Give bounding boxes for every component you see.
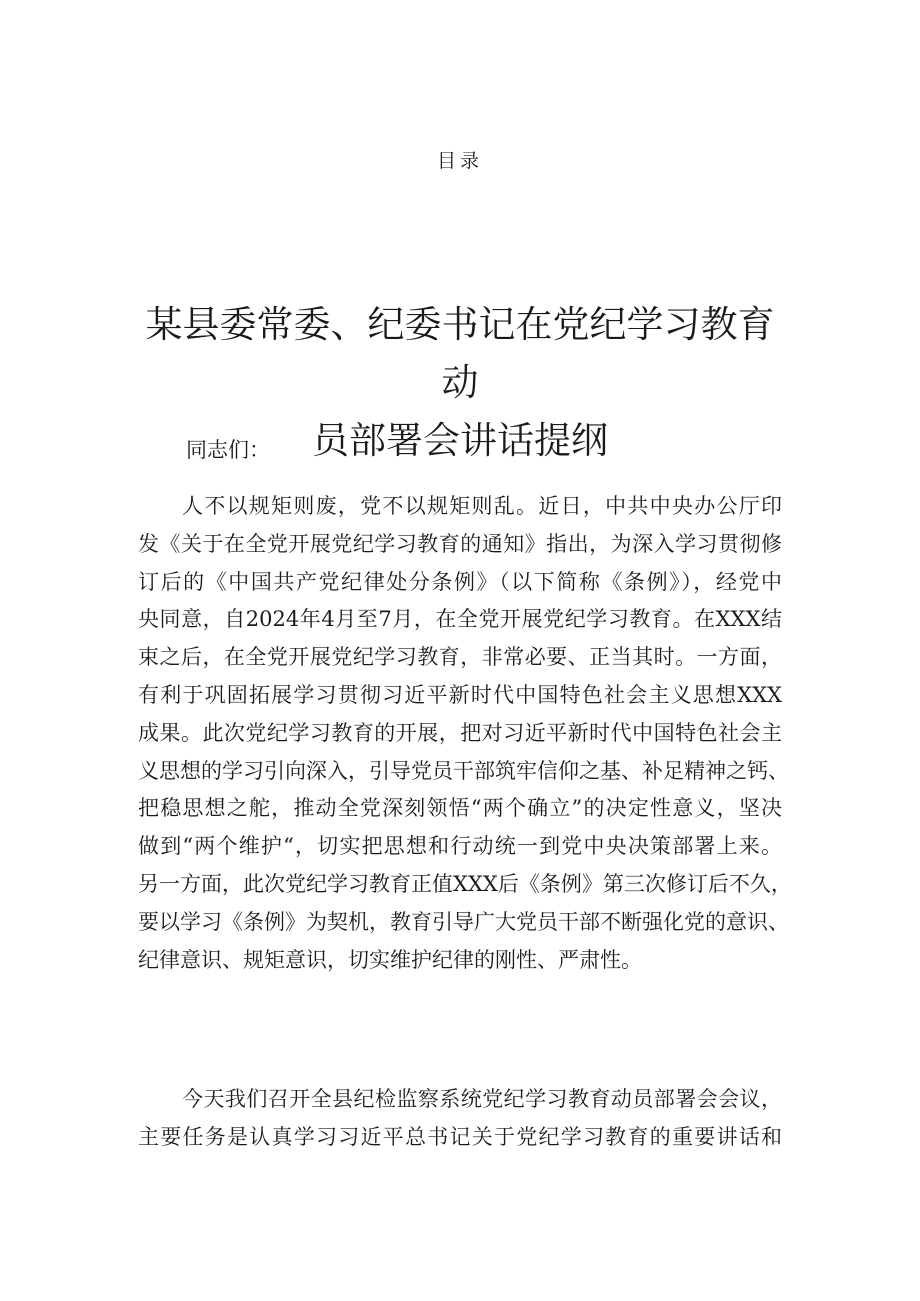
- paragraph-line: 束之后，在全党开展党纪学习教育，非常必要、正当其时。一方面，: [138, 645, 782, 670]
- paragraph-line: 今天我们召开全县纪检监察系统党纪学习教育动员部署会会议，: [182, 1087, 782, 1111]
- paragraph-line: 另一方面，此次党纪学习教育正值XXX后《条例》第三次修订后不久，: [138, 871, 792, 896]
- paragraph-line: 要以学习《条例》为契机，教育引导广大党员干部不断强化党的意识、: [138, 909, 789, 934]
- paragraph-line: 发《关于在全党开展党纪学习教育的通知》指出，为深入学习贯彻修: [138, 531, 782, 556]
- title-line-2: 员部署会讲话提纲: [312, 419, 608, 462]
- paragraph-line: 央同意，自2024年4月至7月，在全党开展党纪学习教育。在XXX结: [138, 607, 782, 632]
- body-paragraph-1: [138, 488, 792, 979]
- paragraph-line: 订后的《中国共产党纪律处分条例》（以下简称《条例》），经党中: [138, 569, 782, 594]
- paragraph-line: 成果。此次党纪学习教育的开展，把对习近平新时代中国特色社会主: [138, 720, 782, 745]
- paragraph-line: 纪律意识、规矩意识，切实维护纪律的刚性、严肃性。: [138, 947, 642, 972]
- paragraph-line: 主要任务是认真学习习近平总书记关于党纪学习教育的重要讲话和: [138, 1124, 782, 1149]
- paragraph-line: 做到“两个维护“，切实把思想和行动统一到党中央决策部署上来。: [138, 834, 782, 859]
- paragraph-line: 人不以规矩则废，党不以规矩则乱。近日，中共中央办公厅印: [182, 494, 782, 518]
- body-paragraph-2: [138, 1081, 782, 1157]
- paragraph-line: 义思想的学习引向深入，引导党员干部筑牢信仰之基、补足精神之钙、: [138, 758, 789, 783]
- salutation: 同志们：: [186, 438, 270, 462]
- paragraph-line: 有利于巩固拓展学习贯彻习近平新时代中国特色社会主义思想XXX: [138, 682, 782, 707]
- title-line-1: 某县委常委、纪委书记在党纪学习教育动: [145, 303, 775, 404]
- paragraph-line: 把稳思想之舵，推动全党深刻领悟“两个确立”的决定性意义，坚决: [138, 796, 782, 821]
- toc-heading: 目录: [436, 150, 483, 172]
